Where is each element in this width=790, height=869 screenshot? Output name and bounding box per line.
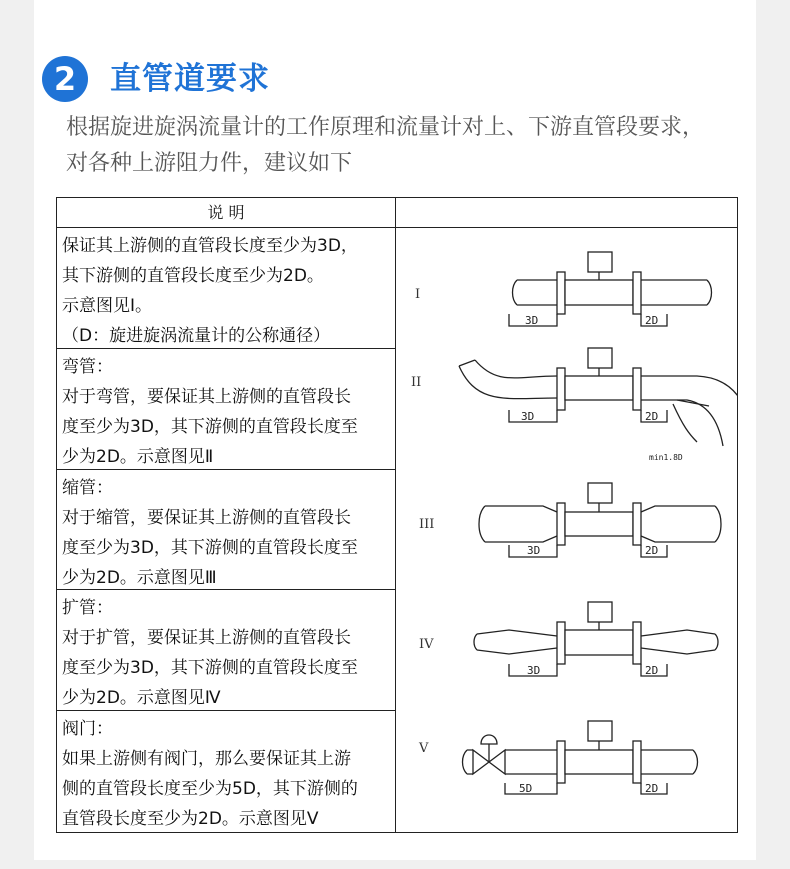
upstream-elbow [459, 360, 557, 399]
row-text-line: 阀门： [62, 719, 113, 739]
downstream-pipe [641, 280, 712, 305]
diagram-2 [411, 348, 737, 462]
diagram-5-downstream-label: 2D [645, 782, 659, 795]
row-text-line: 缩管： [62, 478, 113, 498]
row-text-line: 其下游侧的直管段长度至少为2D。 [62, 266, 324, 286]
diagram-3-upstream-label: 3D [527, 544, 541, 557]
diagram-4-upstream-label: 3D [527, 664, 541, 677]
diagram-3-numeral: III [419, 517, 435, 532]
installation-diagrams [397, 228, 737, 832]
row-text-line: 少为2D。示意图见Ⅳ [62, 688, 221, 708]
flange [633, 741, 641, 783]
diagram-1-numeral: I [415, 287, 421, 302]
upstream-expander [474, 630, 557, 654]
step-number-badge: 2 [42, 56, 88, 102]
flange [633, 622, 641, 664]
downstream-pipe [641, 750, 698, 774]
diagram-2-upstream-label: 3D [521, 410, 535, 423]
row-text-line: 对于弯管，要保证其上游侧的直管段长 [62, 387, 351, 407]
diagram-2-note: min1.8D [649, 453, 683, 462]
flange [557, 622, 565, 664]
intro-line-1: 根据旋进旋涡流量计的工作原理和流量计对上、下游直管段要求， [66, 115, 705, 140]
flowmeter-body [565, 512, 633, 536]
intro-line-2: 对各种上游阻力件，建议如下 [66, 151, 353, 176]
diagram-1-downstream-label: 2D [645, 314, 659, 327]
meter-head [588, 483, 612, 503]
diagram-5-numeral: V [419, 741, 429, 756]
flowmeter-body [565, 280, 633, 305]
row-text-line: 扩管： [62, 598, 113, 618]
row-text-line: 对于扩管，要保证其上游侧的直管段长 [62, 628, 351, 648]
table-header-diagram [396, 198, 737, 228]
diagram-3 [419, 483, 721, 557]
meter-head [588, 252, 612, 272]
flowmeter-body [565, 630, 633, 655]
upstream-pipe [505, 750, 557, 774]
diagram-2-numeral: II [411, 375, 422, 390]
row-text-line: 直管段长度至少为2D。示意图见Ⅴ [62, 809, 319, 829]
table-row-3 [57, 470, 396, 590]
diagram-5-upstream-label: 5D [519, 782, 533, 795]
section-title: 直管道要求 [110, 61, 270, 97]
diagram-1-upstream-label: 3D [525, 314, 539, 327]
table-row-1 [57, 228, 396, 349]
row-text-line: 保证其上游侧的直管段长度至少为3D， [62, 236, 358, 256]
upstream-pipe-stub [463, 750, 474, 774]
diagram-2-downstream-label: 2D [645, 410, 659, 423]
row-text-line: 对于缩管，要保证其上游侧的直管段长 [62, 508, 351, 528]
row-text-line: 侧的直管段长度至少为5D，其下游侧的 [62, 779, 358, 799]
flange [557, 272, 565, 314]
flange [557, 741, 565, 783]
row-text-line: 示意图见Ⅰ。 [62, 296, 153, 316]
intro-text [66, 110, 766, 182]
row-text-line: 少为2D。示意图见Ⅱ [62, 447, 214, 467]
table-row-4 [57, 590, 396, 711]
row-text-line: 度至少为3D，其下游侧的直管段长度至 [62, 417, 358, 437]
table-row-2 [57, 349, 396, 470]
downstream-reducer [641, 630, 718, 654]
flange [557, 503, 565, 545]
diagram-3-downstream-label: 2D [645, 544, 659, 557]
flowmeter-body [565, 750, 633, 774]
diagram-5 [418, 721, 698, 795]
row-text-line: 少为2D。示意图见Ⅲ [62, 568, 217, 588]
diagram-4-numeral: IV [419, 637, 434, 652]
upstream-pipe [513, 280, 558, 305]
downstream-expander [641, 506, 721, 542]
flange [633, 368, 641, 410]
row-text-line: 度至少为3D，其下游侧的直管段长度至 [62, 658, 358, 678]
row-text-line: （D：旋进旋涡流量计的公称通径） [62, 326, 331, 346]
flange [557, 368, 565, 410]
flange [633, 272, 641, 314]
diagram-4 [419, 602, 718, 677]
diagram-4-downstream-label: 2D [645, 664, 659, 677]
upstream-reducer [479, 506, 557, 542]
flowmeter-body [565, 376, 633, 400]
requirements-table [56, 197, 738, 833]
meter-head [588, 348, 612, 368]
meter-head [588, 602, 612, 622]
row-text-line: 如果上游侧有阀门，那么要保证其上游 [62, 749, 351, 769]
meter-head [588, 721, 612, 741]
row-text-line: 弯管： [62, 357, 113, 377]
row-text-line: 度至少为3D，其下游侧的直管段长度至 [62, 538, 358, 558]
table-header-description: 说 明 [57, 198, 396, 228]
min-length-leader [673, 400, 709, 442]
flange [633, 503, 641, 545]
table-row-5 [57, 711, 396, 832]
diagram-1 [415, 252, 712, 327]
